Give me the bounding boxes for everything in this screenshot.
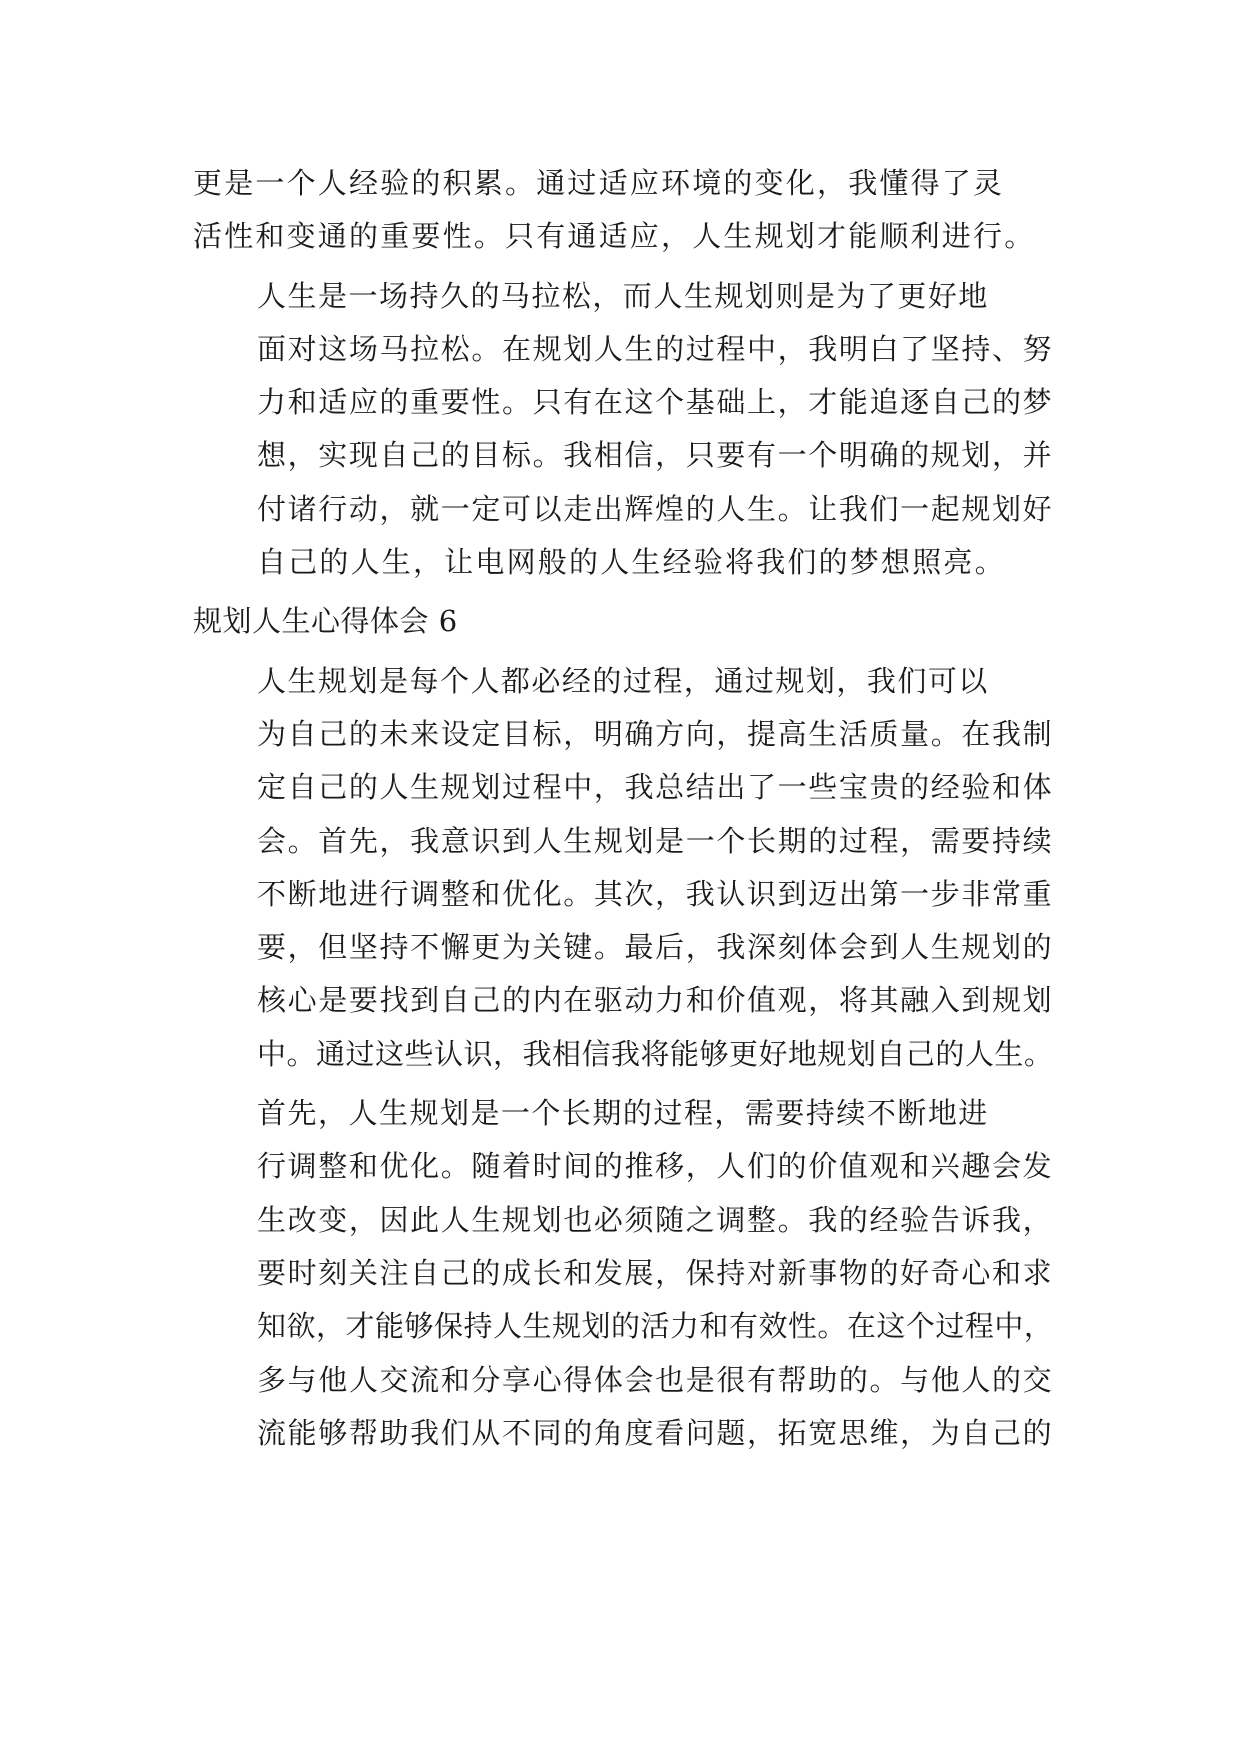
paragraph-continuation [193, 157, 1053, 264]
paragraph-marathon [193, 270, 1053, 590]
text-line: 中。通过这些认识，我相信我将能够更好地规划自己的人生。 [257, 1036, 1054, 1071]
text-line: 人生是一场持久的马拉松，而人生规划则是为了更好地 [257, 278, 989, 313]
text-line: 知欲，才能够保持人生规划的活力和有效性。在这个过程中， [257, 1309, 1054, 1344]
section-heading [193, 595, 1053, 648]
text-line: 更是一个人经验的积累。通过适应环境的变化，我懂得了灵 [193, 166, 1005, 200]
text-line: 会。首先，我意识到人生规划是一个长期的过程，需要持续 [257, 823, 1054, 858]
text-line: 首先，人生规划是一个长期的过程，需要持续不断地进 [257, 1096, 989, 1131]
text-line: 付诸行动，就一定可以走出辉煌的人生。让我们一起规划好 [257, 491, 1054, 526]
heading-text: 规划人生心得体会 6 [193, 604, 458, 639]
text-line: 活性和变通的重要性。只有通适应，人生规划才能顺利进行。 [193, 219, 1036, 254]
document-body [193, 157, 1053, 1466]
text-line: 核心是要找到自己的内在驱动力和价值观，将其融入到规划 [257, 983, 1054, 1018]
text-line: 要，但坚持不懈更为关键。最后，我深刻体会到人生规划的 [257, 930, 1054, 965]
text-line: 不断地进行调整和优化。其次，我认识到迈出第一步非常重 [257, 876, 1054, 911]
text-line: 行调整和优化。随着时间的推移，人们的价值观和兴趣会发 [257, 1149, 1054, 1184]
text-line: 力和适应的重要性。只有在这个基础上，才能追逐自己的梦 [257, 385, 1054, 420]
text-line: 面对这场马拉松。在规划人生的过程中，我明白了坚持、努 [257, 331, 1054, 366]
text-line: 流能够帮助我们从不同的角度看问题，拓宽思维，为自己的 [257, 1415, 1054, 1450]
text-line: 想，实现自己的目标。我相信，只要有一个明确的规划，并 [257, 438, 1054, 473]
text-line: 人生规划是每个人都必经的过程，通过规划，我们可以 [257, 663, 989, 698]
paragraph-intro [193, 655, 1053, 1081]
text-line: 多与他人交流和分享心得体会也是很有帮助的。与他人的交 [257, 1362, 1054, 1397]
text-line: 要时刻关注自己的成长和发展，保持对新事物的好奇心和求 [257, 1255, 1054, 1290]
text-line: 为自己的未来设定目标，明确方向，提高生活质量。在我制 [257, 716, 1054, 751]
text-line: 自己的人生，让电网般的人生经验将我们的梦想照亮。 [257, 545, 1006, 580]
paragraph-first-point [193, 1087, 1053, 1460]
text-line: 定自己的人生规划过程中，我总结出了一些宝贵的经验和体 [257, 770, 1054, 805]
text-line: 生改变，因此人生规划也必须随之调整。我的经验告诉我， [257, 1202, 1054, 1237]
